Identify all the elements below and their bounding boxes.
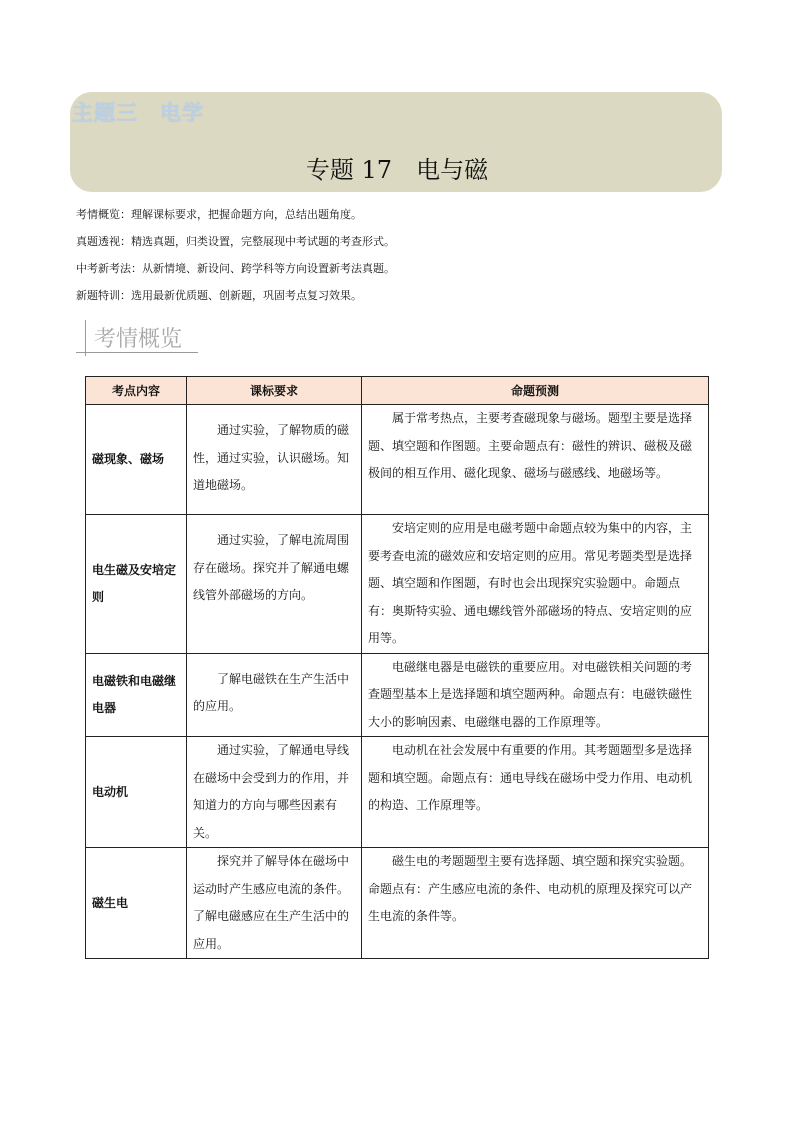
cell-prediction: 磁生电的考题题型主要有选择题、填空题和探究实验题。命题点有：产生感应电流的条件、电动机的原理及探究可以产生电流的条件等。	[362, 848, 709, 959]
cell-requirement: 探究并了解导体在磁场中运动时产生感应电流的条件。了解电磁感应在生产生活中的应用。	[187, 848, 362, 959]
cell-requirement: 通过实验，了解物质的磁性，通过实验，认识磁场。知道地磁场。	[187, 405, 362, 515]
section-title: 考情概览	[94, 327, 183, 352]
table-row	[86, 653, 709, 737]
theme-label: 主题三 电学	[72, 101, 204, 125]
table-row	[86, 848, 709, 959]
column-header-topic: 考点内容	[86, 377, 187, 405]
intro-line-new-methods: 中考新考法：从新情境、新设问、跨学科等方向设置新考法真题。	[76, 262, 395, 275]
cell-prediction: 电动机在社会发展中有重要的作用。其考题题型多是选择题和填空题。命题点有：通电导线在磁场中受力作用、电动机的构造、工作原理等。	[362, 737, 709, 848]
cell-topic: 磁现象、磁场	[86, 405, 187, 515]
cell-topic: 电磁铁和电磁继电器	[86, 653, 187, 737]
column-header-requirement: 课标要求	[187, 377, 362, 405]
cell-prediction: 属于常考热点，主要考查磁现象与磁场。题型主要是选择题、填空题和作图题。主要命题点有：磁性的辨识、磁极及磁极间的相互作用、磁化现象、磁场与磁感线、地磁场等。	[362, 405, 709, 515]
section-divider-vertical	[85, 320, 86, 356]
intro-line-new-questions: 新题特训：选用最新优质题、创新题，巩固考点复习效果。	[76, 289, 362, 302]
cell-requirement: 了解电磁铁在生产生活中的应用。	[187, 653, 362, 737]
cell-requirement: 通过实验，了解电流周围存在磁场。探究并了解通电螺线管外部磁场的方向。	[187, 515, 362, 654]
table-header-row	[86, 377, 709, 405]
column-header-prediction: 命题预测	[362, 377, 709, 405]
cell-prediction: 电磁继电器是电磁铁的重要应用。对电磁铁相关问题的考查题型基本上是选择题和填空题两种。命题点有：电磁铁磁性大小的影响因素、电磁继电器的工作原理等。	[362, 653, 709, 737]
page-title: 专题 17 电与磁	[305, 156, 489, 184]
cell-topic: 电生磁及安培定则	[86, 515, 187, 654]
cell-topic: 电动机	[86, 737, 187, 848]
exam-overview-table	[85, 376, 709, 959]
table-row	[86, 515, 709, 654]
cell-requirement: 通过实验，了解通电导线在磁场中会受到力的作用，并知道力的方向与哪些因素有关。	[187, 737, 362, 848]
cell-prediction: 安培定则的应用是电磁考题中命题点较为集中的内容，主要考查电流的磁效应和安培定则的应用。常见考题类型是选择题、填空题和作图题，有时也会出现探究实验题中。命题点有：奥斯特实验、通电螺线管外部磁场的特点、安培定则的应用等。	[362, 515, 709, 654]
table-row	[86, 737, 709, 848]
intro-line-past-exams: 真题透视：精选真题，归类设置，完整展现中考试题的考查形式。	[76, 235, 395, 248]
intro-line-overview: 考情概览：理解课标要求，把握命题方向，总结出题角度。	[76, 208, 362, 221]
cell-topic: 磁生电	[86, 848, 187, 959]
table-row	[86, 405, 709, 515]
